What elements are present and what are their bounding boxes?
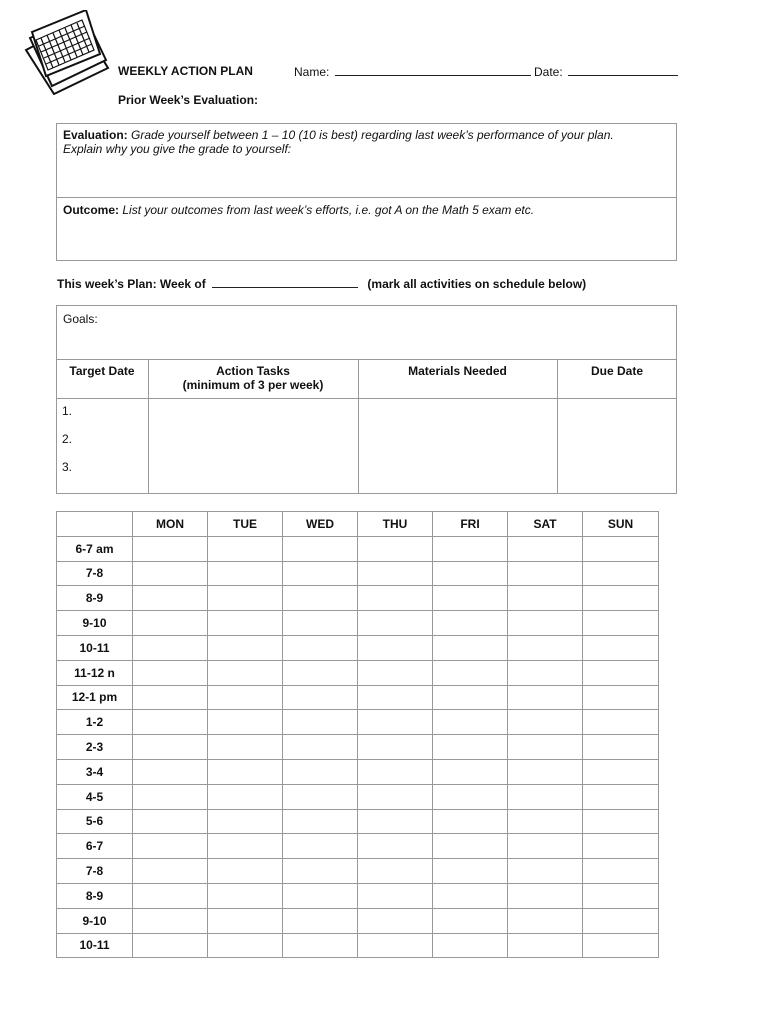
schedule-cell[interactable] — [358, 859, 433, 884]
schedule-cell[interactable] — [358, 611, 433, 636]
schedule-cell[interactable] — [433, 660, 508, 685]
schedule-cell[interactable] — [508, 710, 583, 735]
schedule-row — [57, 586, 659, 611]
schedule-cell[interactable] — [133, 859, 208, 884]
time-slot-label: 4-5 — [57, 784, 133, 809]
schedule-cell[interactable] — [508, 834, 583, 859]
action-tasks-subtitle: (minimum of 3 per week) — [182, 378, 324, 392]
schedule-cell[interactable] — [508, 908, 583, 933]
time-slot-label: 10-11 — [57, 635, 133, 660]
schedule-cell[interactable] — [433, 784, 508, 809]
schedule-cell[interactable] — [283, 759, 358, 784]
task-row-number: 2. — [62, 432, 73, 446]
schedule-cell[interactable] — [283, 834, 358, 859]
schedule-row — [57, 834, 659, 859]
schedule-cell[interactable] — [133, 660, 208, 685]
schedule-cell[interactable] — [433, 809, 508, 834]
schedule-cell[interactable] — [508, 635, 583, 660]
schedule-cell[interactable] — [508, 536, 583, 561]
schedule-cell[interactable] — [358, 660, 433, 685]
schedule-cell[interactable] — [583, 611, 659, 636]
task-row-number: 1. — [62, 404, 73, 418]
schedule-cell[interactable] — [508, 759, 583, 784]
evaluation-divider — [56, 197, 677, 198]
action-tasks-title: Action Tasks — [216, 364, 290, 378]
due-date-header: Due Date — [590, 364, 643, 378]
schedule-cell[interactable] — [358, 735, 433, 760]
schedule-cell[interactable] — [358, 710, 433, 735]
schedule-corner-cell — [57, 512, 133, 537]
schedule-cell[interactable] — [433, 933, 508, 958]
schedule-cell[interactable] — [583, 883, 659, 908]
schedule-cell[interactable] — [358, 586, 433, 611]
schedule-cell[interactable] — [583, 561, 659, 586]
schedule-cell[interactable] — [508, 586, 583, 611]
schedule-row — [57, 660, 659, 685]
schedule-cell[interactable] — [208, 908, 283, 933]
schedule-cell[interactable] — [283, 611, 358, 636]
schedule-cell[interactable] — [208, 586, 283, 611]
schedule-cell[interactable] — [583, 685, 659, 710]
time-slot-label: 12-1 pm — [57, 685, 133, 710]
goals-label: Goals: — [63, 312, 98, 326]
schedule-cell[interactable] — [283, 933, 358, 958]
goals-box[interactable] — [56, 305, 677, 494]
schedule-cell[interactable] — [433, 834, 508, 859]
task-row-number: 3. — [62, 460, 73, 474]
schedule-cell[interactable] — [433, 908, 508, 933]
name-field[interactable] — [294, 64, 531, 79]
schedule-cell[interactable] — [133, 834, 208, 859]
schedule-cell[interactable] — [433, 586, 508, 611]
schedule-cell[interactable] — [133, 759, 208, 784]
schedule-cell[interactable] — [433, 710, 508, 735]
schedule-cell[interactable] — [583, 933, 659, 958]
schedule-cell[interactable] — [508, 660, 583, 685]
col-divider-3 — [557, 359, 558, 494]
name-label: Name: — [294, 65, 330, 79]
schedule-row — [57, 735, 659, 760]
schedule-cell[interactable] — [433, 635, 508, 660]
schedule-cell[interactable] — [583, 834, 659, 859]
schedule-cell[interactable] — [208, 561, 283, 586]
schedule-cell[interactable] — [508, 611, 583, 636]
goals-divider — [56, 359, 677, 360]
schedule-cell[interactable] — [433, 859, 508, 884]
schedule-cell[interactable] — [133, 536, 208, 561]
schedule-cell[interactable] — [283, 710, 358, 735]
schedule-cell[interactable] — [583, 660, 659, 685]
calendar-icon — [20, 10, 115, 95]
schedule-cell[interactable] — [283, 883, 358, 908]
schedule-cell[interactable] — [208, 933, 283, 958]
schedule-cell[interactable] — [208, 859, 283, 884]
schedule-header-row — [57, 512, 659, 537]
schedule-cell[interactable] — [508, 933, 583, 958]
time-slot-label: 8-9 — [57, 883, 133, 908]
schedule-cell[interactable] — [508, 784, 583, 809]
time-slot-label: 11-12 n — [57, 660, 133, 685]
schedule-row — [57, 561, 659, 586]
schedule-cell[interactable] — [133, 586, 208, 611]
time-slot-label: 2-3 — [57, 735, 133, 760]
schedule-row — [57, 908, 659, 933]
schedule-row — [57, 809, 659, 834]
schedule-cell[interactable] — [508, 685, 583, 710]
outcome-text — [63, 203, 668, 217]
schedule-cell[interactable] — [283, 561, 358, 586]
schedule-cell[interactable] — [358, 933, 433, 958]
schedule-cell[interactable] — [358, 685, 433, 710]
schedule-cell[interactable] — [433, 685, 508, 710]
date-field[interactable] — [534, 64, 678, 79]
schedule-cell[interactable] — [283, 809, 358, 834]
day-header: WED — [283, 512, 358, 537]
schedule-cell[interactable] — [208, 710, 283, 735]
schedule-cell[interactable] — [358, 883, 433, 908]
time-slot-label: 10-11 — [57, 933, 133, 958]
name-underline — [335, 64, 531, 76]
schedule-cell[interactable] — [133, 809, 208, 834]
schedule-cell[interactable] — [208, 883, 283, 908]
schedule-cell[interactable] — [433, 883, 508, 908]
schedule-cell[interactable] — [283, 735, 358, 760]
schedule-cell[interactable] — [358, 784, 433, 809]
time-slot-label: 9-10 — [57, 908, 133, 933]
schedule-cell[interactable] — [208, 536, 283, 561]
schedule-cell[interactable] — [358, 809, 433, 834]
schedule-cell[interactable] — [583, 809, 659, 834]
schedule-row — [57, 883, 659, 908]
schedule-cell[interactable] — [133, 710, 208, 735]
schedule-cell[interactable] — [358, 536, 433, 561]
schedule-row — [57, 635, 659, 660]
header-divider — [56, 398, 677, 399]
schedule-row — [57, 859, 659, 884]
schedule-cell[interactable] — [433, 759, 508, 784]
outcome-instruction: List your outcomes from last week’s efforts, i.e. got A on the Math 5 exam etc. — [122, 203, 535, 217]
schedule-row — [57, 611, 659, 636]
schedule-cell[interactable] — [283, 586, 358, 611]
schedule-cell[interactable] — [133, 611, 208, 636]
schedule-cell[interactable] — [208, 735, 283, 760]
schedule-cell[interactable] — [133, 908, 208, 933]
schedule-cell[interactable] — [133, 635, 208, 660]
schedule-row — [57, 685, 659, 710]
schedule-row — [57, 933, 659, 958]
schedule-cell[interactable] — [358, 759, 433, 784]
day-header: THU — [358, 512, 433, 537]
schedule-cell[interactable] — [583, 759, 659, 784]
schedule-row — [57, 710, 659, 735]
this-week-plan — [57, 276, 586, 291]
time-slot-label: 9-10 — [57, 611, 133, 636]
schedule-cell[interactable] — [358, 635, 433, 660]
evaluation-text — [63, 128, 668, 156]
schedule-cell[interactable] — [433, 536, 508, 561]
schedule-cell[interactable] — [508, 735, 583, 760]
schedule-cell[interactable] — [508, 883, 583, 908]
schedule-cell[interactable] — [208, 635, 283, 660]
outcome-label: Outcome: — [63, 203, 120, 217]
schedule-cell[interactable] — [208, 834, 283, 859]
schedule-cell[interactable] — [508, 809, 583, 834]
evaluation-instruction-2: Explain why you give the grade to yourself: — [63, 142, 292, 156]
schedule-cell[interactable] — [283, 908, 358, 933]
schedule-cell[interactable] — [208, 660, 283, 685]
schedule-cell[interactable] — [583, 635, 659, 660]
schedule-cell[interactable] — [358, 834, 433, 859]
time-slot-label: 1-2 — [57, 710, 133, 735]
schedule-cell[interactable] — [283, 859, 358, 884]
col-divider-2 — [358, 359, 359, 494]
time-slot-label: 7-8 — [57, 859, 133, 884]
weekly-schedule-table — [56, 511, 659, 958]
schedule-cell[interactable] — [208, 784, 283, 809]
schedule-cell[interactable] — [133, 735, 208, 760]
schedule-cell[interactable] — [283, 685, 358, 710]
schedule-cell[interactable] — [283, 536, 358, 561]
week-of-label: This week’s Plan: Week of — [57, 277, 206, 291]
schedule-cell[interactable] — [583, 908, 659, 933]
schedule-cell[interactable] — [508, 859, 583, 884]
schedule-cell[interactable] — [433, 611, 508, 636]
day-header: SUN — [583, 512, 659, 537]
evaluation-label: Evaluation: — [63, 128, 128, 142]
schedule-cell[interactable] — [583, 710, 659, 735]
schedule-cell[interactable] — [583, 784, 659, 809]
time-slot-label: 6-7 am — [57, 536, 133, 561]
date-label: Date: — [534, 65, 563, 79]
schedule-cell[interactable] — [133, 685, 208, 710]
schedule-cell[interactable] — [133, 933, 208, 958]
time-slot-label: 6-7 — [57, 834, 133, 859]
schedule-cell[interactable] — [208, 685, 283, 710]
mark-activities-note: (mark all activities on schedule below) — [367, 277, 587, 291]
schedule-cell[interactable] — [133, 883, 208, 908]
schedule-cell[interactable] — [433, 735, 508, 760]
materials-header: Materials Needed — [408, 364, 507, 378]
schedule-cell[interactable] — [283, 660, 358, 685]
schedule-cell[interactable] — [508, 561, 583, 586]
schedule-cell[interactable] — [583, 859, 659, 884]
schedule-row — [57, 536, 659, 561]
prior-week-evaluation-heading: Prior Week’s Evaluation: — [118, 93, 259, 107]
target-date-header: Target Date — [69, 364, 135, 378]
schedule-row — [57, 784, 659, 809]
time-slot-label: 3-4 — [57, 759, 133, 784]
schedule-cell[interactable] — [358, 908, 433, 933]
schedule-cell[interactable] — [133, 784, 208, 809]
schedule-cell[interactable] — [208, 611, 283, 636]
schedule-cell[interactable] — [283, 784, 358, 809]
week-of-underline[interactable] — [212, 276, 358, 288]
date-underline — [568, 64, 678, 76]
schedule-row — [57, 759, 659, 784]
time-slot-label: 8-9 — [57, 586, 133, 611]
schedule-cell[interactable] — [283, 635, 358, 660]
action-tasks-header — [148, 364, 358, 392]
schedule-cell[interactable] — [208, 809, 283, 834]
evaluation-instruction-1: Grade yourself between 1 – 10 (10 is best) regarding last week’s performance of your plan. — [131, 128, 614, 142]
time-slot-label: 7-8 — [57, 561, 133, 586]
time-slot-label: 5-6 — [57, 809, 133, 834]
day-header: SAT — [508, 512, 583, 537]
form-title: WEEKLY ACTION PLAN — [118, 64, 253, 78]
day-header: FRI — [433, 512, 508, 537]
schedule-cell[interactable] — [583, 536, 659, 561]
schedule-cell[interactable] — [208, 759, 283, 784]
schedule-cell[interactable] — [583, 586, 659, 611]
schedule-cell[interactable] — [358, 561, 433, 586]
day-header: TUE — [208, 512, 283, 537]
schedule-cell[interactable] — [583, 735, 659, 760]
schedule-cell[interactable] — [133, 561, 208, 586]
day-header: MON — [133, 512, 208, 537]
schedule-cell[interactable] — [433, 561, 508, 586]
